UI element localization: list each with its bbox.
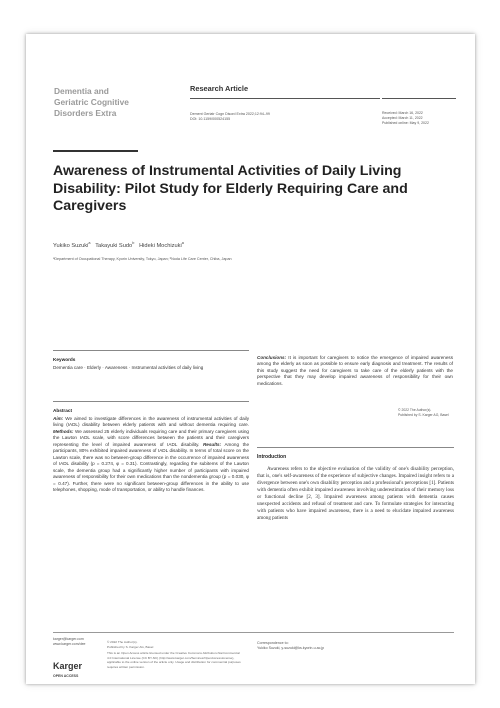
author-name: Yukiko Suzuki — [53, 242, 89, 249]
keywords-text: Dementia care · Elderly · Awareness · Instrumental activities of daily living — [53, 365, 204, 370]
footer-license: © 2022 The Author(s). Published by S. Karger AG, Basel This is an Open Access article licensed under the Creative Commons Attribution-NonCommercial 4.0 International License (CC BY-NC) (http://www.karger.com/Services/OpenAccessLicense), applicable to the online version of the article only. Usage and distribution for commercial purposes requires written permission. — [107, 640, 241, 669]
karger-logo: Karger — [53, 661, 83, 671]
open-access-badge: OPEN ACCESS — [53, 674, 79, 678]
correspondence: Correspondence to: Yukiko Suzuki, y-suzuki@ks.kyorin-u.ac.jp — [257, 641, 325, 650]
author-name: Takayuki Sudo — [95, 242, 133, 249]
dates-meta: Received: March 16, 2022 Accepted: March 11, 2022 Published online: May 9, 2022 — [382, 111, 429, 125]
author-name: Hideki Mochizuki — [139, 242, 182, 249]
author-list: Yukiko Suzuki$^a$ Takayuki Sudo$^b$ Hideki Mochizuki$^a$ — [53, 241, 184, 249]
footer-email[interactable]: karger@karger.com — [53, 637, 84, 641]
introduction-text: Awareness refers to the objective evaluation of the validity of one's disability perception, that is, one's self-awareness of the experience of subjective changes. Impaired insight refers to a divergence between one's own disability perception and a professional's perceptions [1]. Patients with dementia often exhibit impaired awareness involving underestimation of their memory loss or functional decline [2, 3]. Impaired awareness among patients with dementia causes unexpected accidents and refusal of treatment and care. To formulate strategies for interacting with patients who have impaired awareness, there is a need to elucidate impaired awareness among patients — [257, 466, 454, 521]
article-title: Awareness of Instrumental Activities of Daily Living Disability: Pilot Study for Elderly Requiring Care and Caregivers — [53, 163, 408, 214]
footer-url[interactable]: www.karger.com/dee — [53, 641, 86, 646]
introduction-heading: Introduction — [257, 454, 287, 460]
affiliations: ᵃDepartment of Occupational Therapy, Kyorin University, Tokyo, Japan; ᵇNoda Life Care Center, Chiba, Japan — [53, 257, 232, 261]
intro-rule — [257, 447, 454, 448]
footer-rule — [53, 632, 454, 633]
copyright-notice: © 2022 The Author(s). Published by S. Karger AG, Basel — [398, 408, 449, 417]
article-type: Research Article — [190, 84, 249, 93]
journal-name: Dementia and Geriatric Cognitive Disorders Extra — [54, 86, 129, 118]
keywords-rule — [53, 350, 249, 351]
abstract-body: Aim: We aimed to investigate differences in the awareness of instrumental activities of daily living (IADL) disability between elderly patients with and without dementia requiring care. Methods: We assessed 25 elderly individuals requiring care and their primary caregivers using the Lawton IADL scale, with score differences between the patients and their caregivers representing the level of impaired awareness of IADL disability. Results: Among the participants, 80% exhibited impaired awareness of IADL disability. In terms of total score on the Lawton scale, there was no between-group difference in the occurrence of impaired awareness of IADL disability (p = 0.274, φ = 0.31). Contrastingly, regarding the subitems of the Lawton scale, the dementia group had a significantly higher number of participants with impaired awareness of responsibility for their own medications than the nondementia group (p = 0.030, φ = 0.47). Further, there were no significant between-group differences in the ability to use telephones, shopping, mode of transportation, or ability to handle finances. — [53, 416, 250, 492]
header-rule-right — [382, 98, 456, 99]
citation-meta: Dement Geriatr Cogn Disord Extra 2022;12:94–99 DOI: 10.1159/000524155 — [190, 112, 270, 121]
paper-page — [26, 34, 475, 684]
abstract-conclusions: Conclusions: It is important for caregivers to notice the emergence of impaired awareness among the elderly as soon as possible to ensure early diagnosis and treatment. The results of this study suggest the need for caregivers to take care of the elderly patients with the perspective that they may develop impaired awareness of responsibility for their own medications. — [257, 355, 453, 386]
header-rule — [190, 98, 380, 99]
keywords-heading: Keywords — [53, 357, 76, 362]
title-rule — [53, 150, 138, 152]
abstract-rule — [53, 401, 249, 402]
abstract-heading: Abstract — [53, 408, 73, 413]
